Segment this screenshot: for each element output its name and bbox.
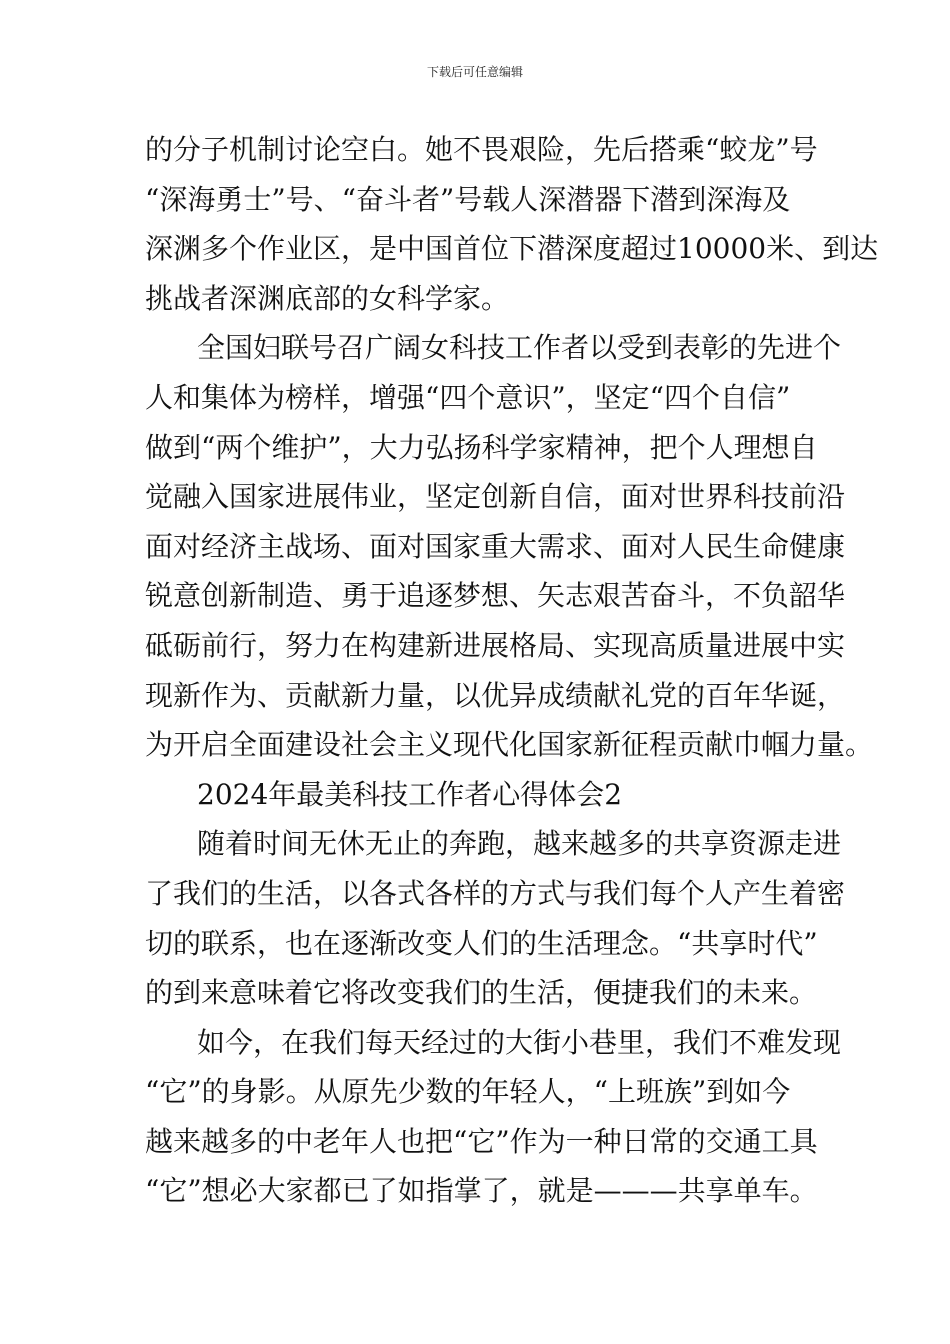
- paragraph-first-line: 如今，在我们每天经过的大街小巷里，我们不难发现: [197, 1025, 842, 1059]
- text-line: 挑战者深渊底部的女科学家。: [145, 281, 510, 315]
- paragraph-first-line: 全国妇联号召广阔女科技工作者以受到表彰的先进个: [197, 331, 842, 365]
- text-line: 现新作为、贡献新力量，以优异成绩献礼党的百年华诞，: [145, 678, 846, 712]
- text-line: 的到来意味着它将改变我们的生活，便捷我们的未来。: [145, 976, 818, 1010]
- document-body: [145, 125, 879, 1216]
- text-line: 为开启全面建设社会主义现代化国家新征程贡献巾帼力量。: [145, 728, 874, 762]
- text-line: “深海勇士”号、“奋斗者”号载人深潜器下潜到深海及: [145, 182, 791, 216]
- text-line: 越来越多的中老年人也把“它”作为一种日常的交通工具: [145, 1124, 818, 1158]
- text-line: 切的联系，也在逐渐改变人们的生活理念。“共享时代”: [145, 926, 818, 960]
- text-line: 做到“两个维护”，大力弘扬科学家精神，把个人理想自: [145, 430, 818, 464]
- text-line: 锐意创新制造、勇于追逐梦想、矢志艰苦奋斗，不负韶华: [145, 579, 846, 613]
- text-line: 深渊多个作业区，是中国首位下潜深度超过10000米、到达: [145, 232, 879, 266]
- text-line: 面对经济主战场、面对国家重大需求、面对人民生命健康: [145, 529, 846, 563]
- text-line: “它”的身影。从原先少数的年轻人，“上班族”到如今: [145, 1075, 791, 1109]
- paragraph-first-line: 随着时间无休无止的奔跑，越来越多的共享资源走进: [197, 827, 842, 861]
- text-line: “它”想必大家都已了如指掌了，就是———共享单车。: [145, 1174, 818, 1208]
- text-line: 人和集体为榜样，增强“四个意识”，坚定“四个自信”: [145, 380, 791, 414]
- text-line: 的分子机制讨论空白。她不畏艰险，先后搭乘“蛟龙”号: [145, 133, 818, 166]
- text-line: 砥砺前行，努力在构建新进展格局、实现高质量进展中实: [145, 628, 846, 662]
- text-line: 了我们的生活，以各式各样的方式与我们每个人产生着密: [145, 876, 846, 910]
- header-note: 下载后可任意编辑: [426, 65, 523, 79]
- section-title: 2024年最美科技工作者心得体会2: [197, 777, 623, 811]
- text-line: 觉融入国家进展伟业，坚定创新自信，面对世界科技前沿: [145, 480, 846, 514]
